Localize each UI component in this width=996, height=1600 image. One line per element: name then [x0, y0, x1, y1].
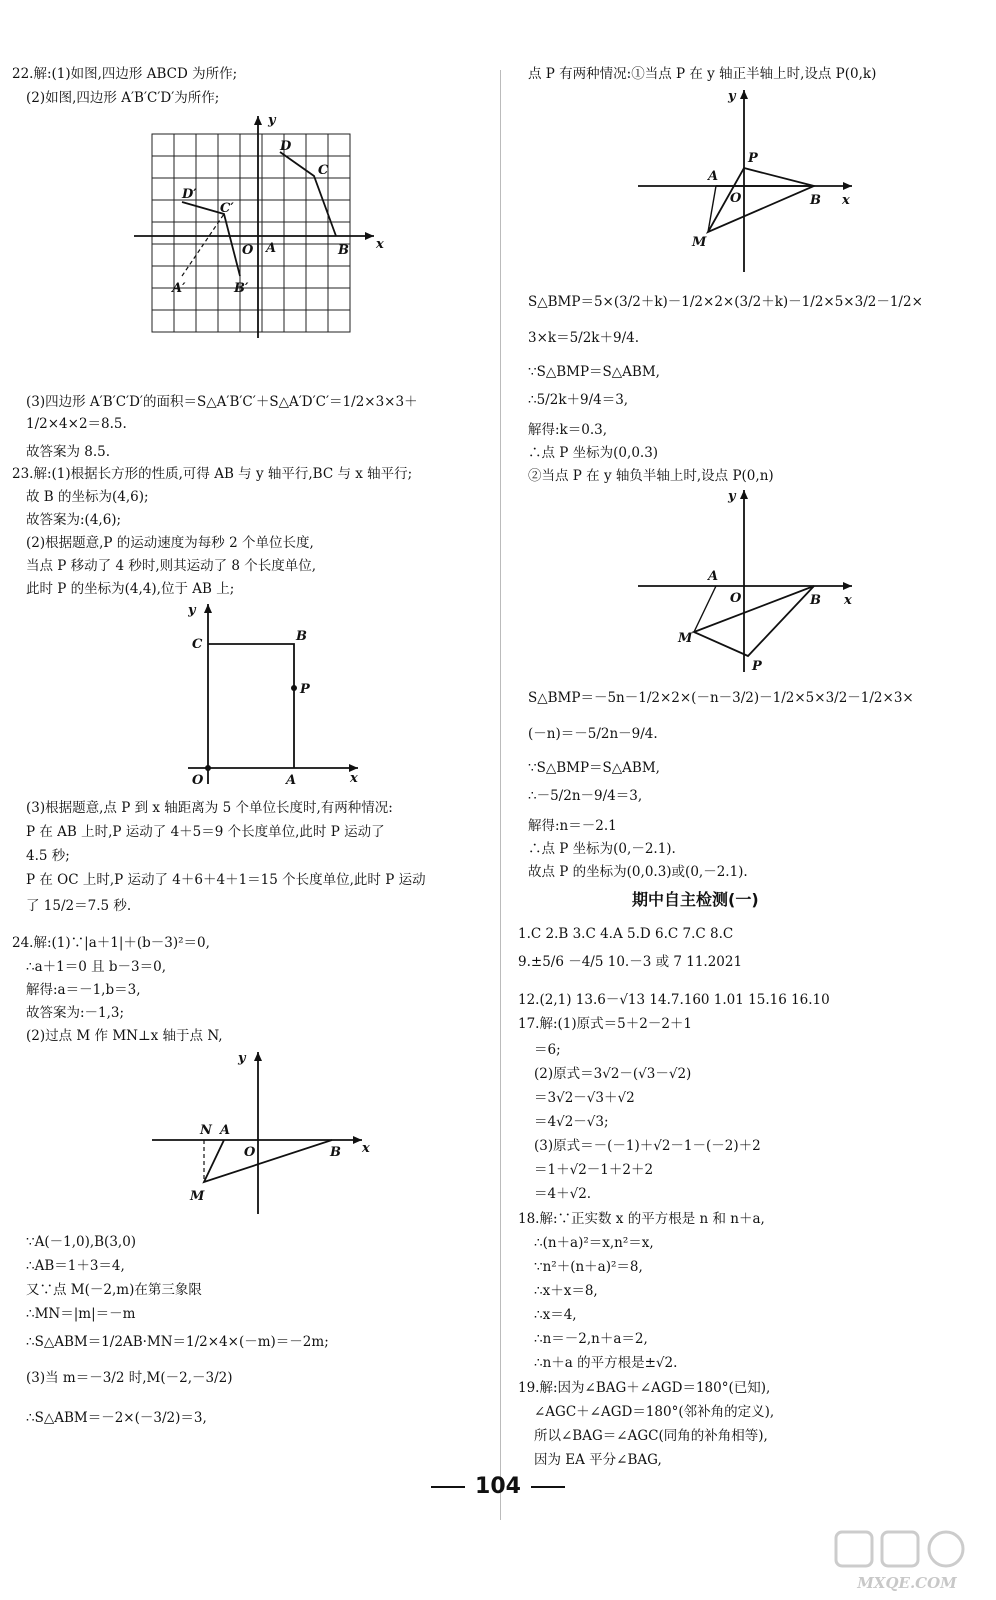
q17-line-1: 17.解:(1)原式＝5＋2－2＋1 — [518, 1016, 692, 1032]
mn-B-label: B — [330, 1145, 341, 1160]
q23-line-5: 当点 P 移动了 4 秒时,则其运动了 8 个长度单位, — [26, 558, 317, 574]
mn-y-label: y — [238, 1051, 246, 1066]
q23-line-4: (2)根据题意,P 的运动速度为每秒 2 个单位长度, — [26, 535, 314, 551]
rect-C-label: C — [192, 637, 203, 652]
q22-line-2: (2)如图,四边形 A′B′C′D′为所作; — [26, 90, 220, 106]
sbmp-pos-line-6: ∴点 P 坐标为(0,0.3) — [528, 445, 659, 461]
page-number: 104 — [0, 1474, 996, 1499]
p-negative-intro: ②当点 P 在 y 轴负半轴上时,设点 P(0,n) — [528, 468, 774, 484]
q22-answer: 故答案为 8.5. — [26, 444, 111, 460]
watermark-text: MXQE.COM — [857, 1574, 957, 1592]
column-divider — [500, 70, 501, 1520]
q23-line-2: 故 B 的坐标为(4,6); — [26, 489, 149, 505]
q24-line-7: ∴AB＝1＋3＝4, — [26, 1258, 125, 1274]
mn-x-label: x — [362, 1141, 370, 1156]
q18-line-1: 18.解:∵正实数 x 的平方根是 n 和 n＋a, — [518, 1211, 765, 1227]
q23-part3-line-3: 4.5 秒; — [26, 848, 70, 864]
q24-line-3: 解得:a＝－1,b＝3, — [26, 982, 141, 998]
grid-figure — [134, 112, 384, 342]
rect-A-label: A — [286, 773, 297, 788]
q23-part3-line-5: 了 15/2＝7.5 秒. — [26, 898, 132, 914]
q17-line-4: ＝3√2－√3＋√2 — [534, 1090, 635, 1106]
p-positive-figure — [638, 86, 868, 276]
ppos-B-label: B — [810, 193, 821, 208]
ppos-O-label: O — [730, 191, 742, 206]
ppos-M-label: M — [692, 235, 707, 250]
q17-line-5: ＝4√2－√3; — [534, 1114, 609, 1130]
rectangle-figure — [188, 600, 368, 790]
q18-line-4: ∴x＋x＝8, — [534, 1283, 598, 1299]
q18-line-6: ∴n＝－2,n＋a＝2, — [534, 1331, 648, 1347]
q23-part3-line-1: (3)根据题意,点 P 到 x 轴距离为 5 个单位长度时,有两种情况: — [26, 800, 393, 816]
q22-area-line-1: (3)四边形 A′B′C′D′的面积＝S△A′B′C′＋S△A′D′C′＝1/2×3×3＋ — [26, 394, 418, 410]
q23-line-1: 23.解:(1)根据长方形的性质,可得 AB 与 y 轴平行,BC 与 x 轴平行; — [12, 466, 413, 482]
q24-line-2: ∴a＋1＝0 且 b－3＝0, — [26, 959, 167, 975]
sbmp-neg-line-3: ∵S△BMP＝S△ABM, — [528, 760, 660, 776]
pneg-B-label: B — [810, 593, 821, 608]
p-cases-line: 点 P 有两种情况:①当点 P 在 y 轴正半轴上时,设点 P(0,k) — [528, 66, 877, 82]
q17-line-2: ＝6; — [534, 1042, 561, 1058]
rect-O-label: O — [192, 773, 204, 788]
sbmp-pos-line-5: 解得:k＝0.3, — [528, 422, 607, 438]
q23-part3-line-2: P 在 AB 上时,P 运动了 4＋5＝9 个长度单位,此时 P 运动了 — [26, 824, 385, 840]
q24-line-11: (3)当 m＝－3/2 时,M(－2,－3/2) — [26, 1370, 233, 1386]
grid-Cp-label: C′ — [220, 201, 234, 216]
q24-line-1: 24.解:(1)∵|a＋1|＋(b－3)²＝0, — [12, 935, 210, 951]
q24-line-4: 故答案为:－1,3; — [26, 1005, 125, 1021]
mn-N-label: N — [200, 1123, 212, 1138]
sbmp-pos-line-1: S△BMP＝5×(3/2＋k)－1/2×2×(3/2＋k)－1/2×5×3/2－1/2× — [528, 294, 923, 310]
q18-line-3: ∵n²＋(n＋a)²＝8, — [534, 1259, 643, 1275]
grid-O-label: O — [242, 243, 254, 258]
q19-line-2: ∠AGC＋∠AGD＝180°(邻补角的定义), — [534, 1404, 775, 1420]
grid-B-label: B — [338, 243, 349, 258]
grid-Bp-label: B′ — [234, 281, 249, 296]
sbmp-neg-line-5: 解得:n＝－2.1 — [528, 818, 617, 834]
ppos-x-label: x — [842, 193, 850, 208]
rect-y-label: y — [188, 603, 196, 618]
rect-B-label: B — [296, 629, 307, 644]
p-negative-figure — [638, 486, 868, 676]
q24-line-9: ∴MN＝|m|＝－m — [26, 1306, 136, 1322]
rect-x-label: x — [350, 771, 358, 786]
mn-O-label: O — [244, 1145, 256, 1160]
q23-line-3: 故答案为:(4,6); — [26, 512, 122, 528]
answers-1-8: 1.C 2.B 3.C 4.A 5.D 6.C 7.C 8.C — [518, 926, 734, 942]
watermark-logo — [832, 1528, 982, 1594]
q24-line-12: ∴S△ABM＝－2×(－3/2)＝3, — [26, 1410, 207, 1426]
sbmp-neg-line-1: S△BMP＝－5n－1/2×2×(－n－3/2)－1/2×5×3/2－1/2×3× — [528, 690, 914, 706]
mn-M-label: M — [190, 1189, 205, 1204]
q17-line-7: ＝1＋√2－1＋2＋2 — [534, 1162, 654, 1178]
grid-y-label: y — [268, 113, 276, 128]
sbmp-neg-line-6: ∴点 P 坐标为(0,－2.1). — [528, 841, 676, 857]
sbmp-neg-line-2: (－n)＝－5/2n－9/4. — [528, 726, 658, 742]
pneg-M-label: M — [678, 631, 693, 646]
q18-line-7: ∴n＋a 的平方根是±√2. — [534, 1355, 678, 1371]
sbmp-pos-line-3: ∵S△BMP＝S△ABM, — [528, 364, 660, 380]
pneg-O-label: O — [730, 591, 742, 606]
grid-D-label: D — [280, 139, 292, 154]
ppos-y-label: y — [728, 89, 736, 104]
grid-Ap-label: A′ — [172, 281, 186, 296]
q24-line-6: ∵A(－1,0),B(3,0) — [26, 1234, 137, 1250]
q18-line-2: ∴(n＋a)²＝x,n²＝x, — [534, 1235, 654, 1251]
sbmp-neg-line-4: ∴－5/2n－9/4＝3, — [528, 788, 643, 804]
q18-line-5: ∴x＝4, — [534, 1307, 577, 1323]
sbmp-pos-line-4: ∴5/2k＋9/4＝3, — [528, 392, 629, 408]
q17-line-3: (2)原式＝3√2－(√3－√2) — [534, 1066, 692, 1082]
q24-line-5: (2)过点 M 作 MN⊥x 轴于点 N, — [26, 1028, 223, 1044]
pneg-P-label: P — [752, 659, 762, 674]
sbmp-pos-line-2: 3×k＝5/2k＋9/4. — [528, 330, 640, 346]
answers-9-11: 9.±5/6 －4/5 10.－3 或 7 11.2021 — [518, 954, 743, 970]
pneg-A-label: A — [708, 569, 719, 584]
q24-line-10: ∴S△ABM＝1/2AB·MN＝1/2×4×(－m)＝－2m; — [26, 1334, 329, 1350]
pneg-x-label: x — [844, 593, 852, 608]
pneg-y-label: y — [728, 489, 736, 504]
answers-12-16: 12.(2,1) 13.6－√13 14.7.160 1.01 15.16 16.10 — [518, 992, 830, 1008]
q19-line-1: 19.解:因为∠BAG＋∠AGD＝180°(已知), — [518, 1380, 771, 1396]
q19-line-4: 因为 EA 平分∠BAG, — [534, 1452, 662, 1468]
ppos-A-label: A — [708, 169, 719, 184]
q17-line-6: (3)原式＝－(－1)＋√2－1－(－2)＋2 — [534, 1138, 761, 1154]
grid-C-label: C — [318, 163, 329, 178]
grid-Dp-label: D′ — [182, 187, 197, 202]
q23-line-6: 此时 P 的坐标为(4,4),位于 AB 上; — [26, 581, 235, 597]
mn-A-label: A — [220, 1123, 231, 1138]
q22-line-1: 22.解:(1)如图,四边形 ABCD 为所作; — [12, 66, 238, 82]
final-answer-line: 故点 P 的坐标为(0,0.3)或(0,－2.1). — [528, 864, 748, 880]
ppos-P-label: P — [748, 151, 758, 166]
q22-area-line-2: 1/2×4×2＝8.5. — [26, 416, 127, 432]
q19-line-3: 所以∠BAG＝∠AGC(同角的补角相等), — [534, 1428, 768, 1444]
section-heading: 期中自主检测(一) — [632, 890, 759, 909]
q23-part3-line-4: P 在 OC 上时,P 运动了 4＋6＋4＋1＝15 个长度单位,此时 P 运动 — [26, 872, 426, 888]
grid-A-label: A — [266, 241, 277, 256]
rect-P-label: P — [300, 682, 310, 697]
q17-line-8: ＝4＋√2. — [534, 1186, 592, 1202]
grid-x-label: x — [376, 237, 384, 252]
q24-line-8: 又∵点 M(－2,m)在第三象限 — [26, 1282, 202, 1298]
mn-figure — [152, 1048, 382, 1218]
